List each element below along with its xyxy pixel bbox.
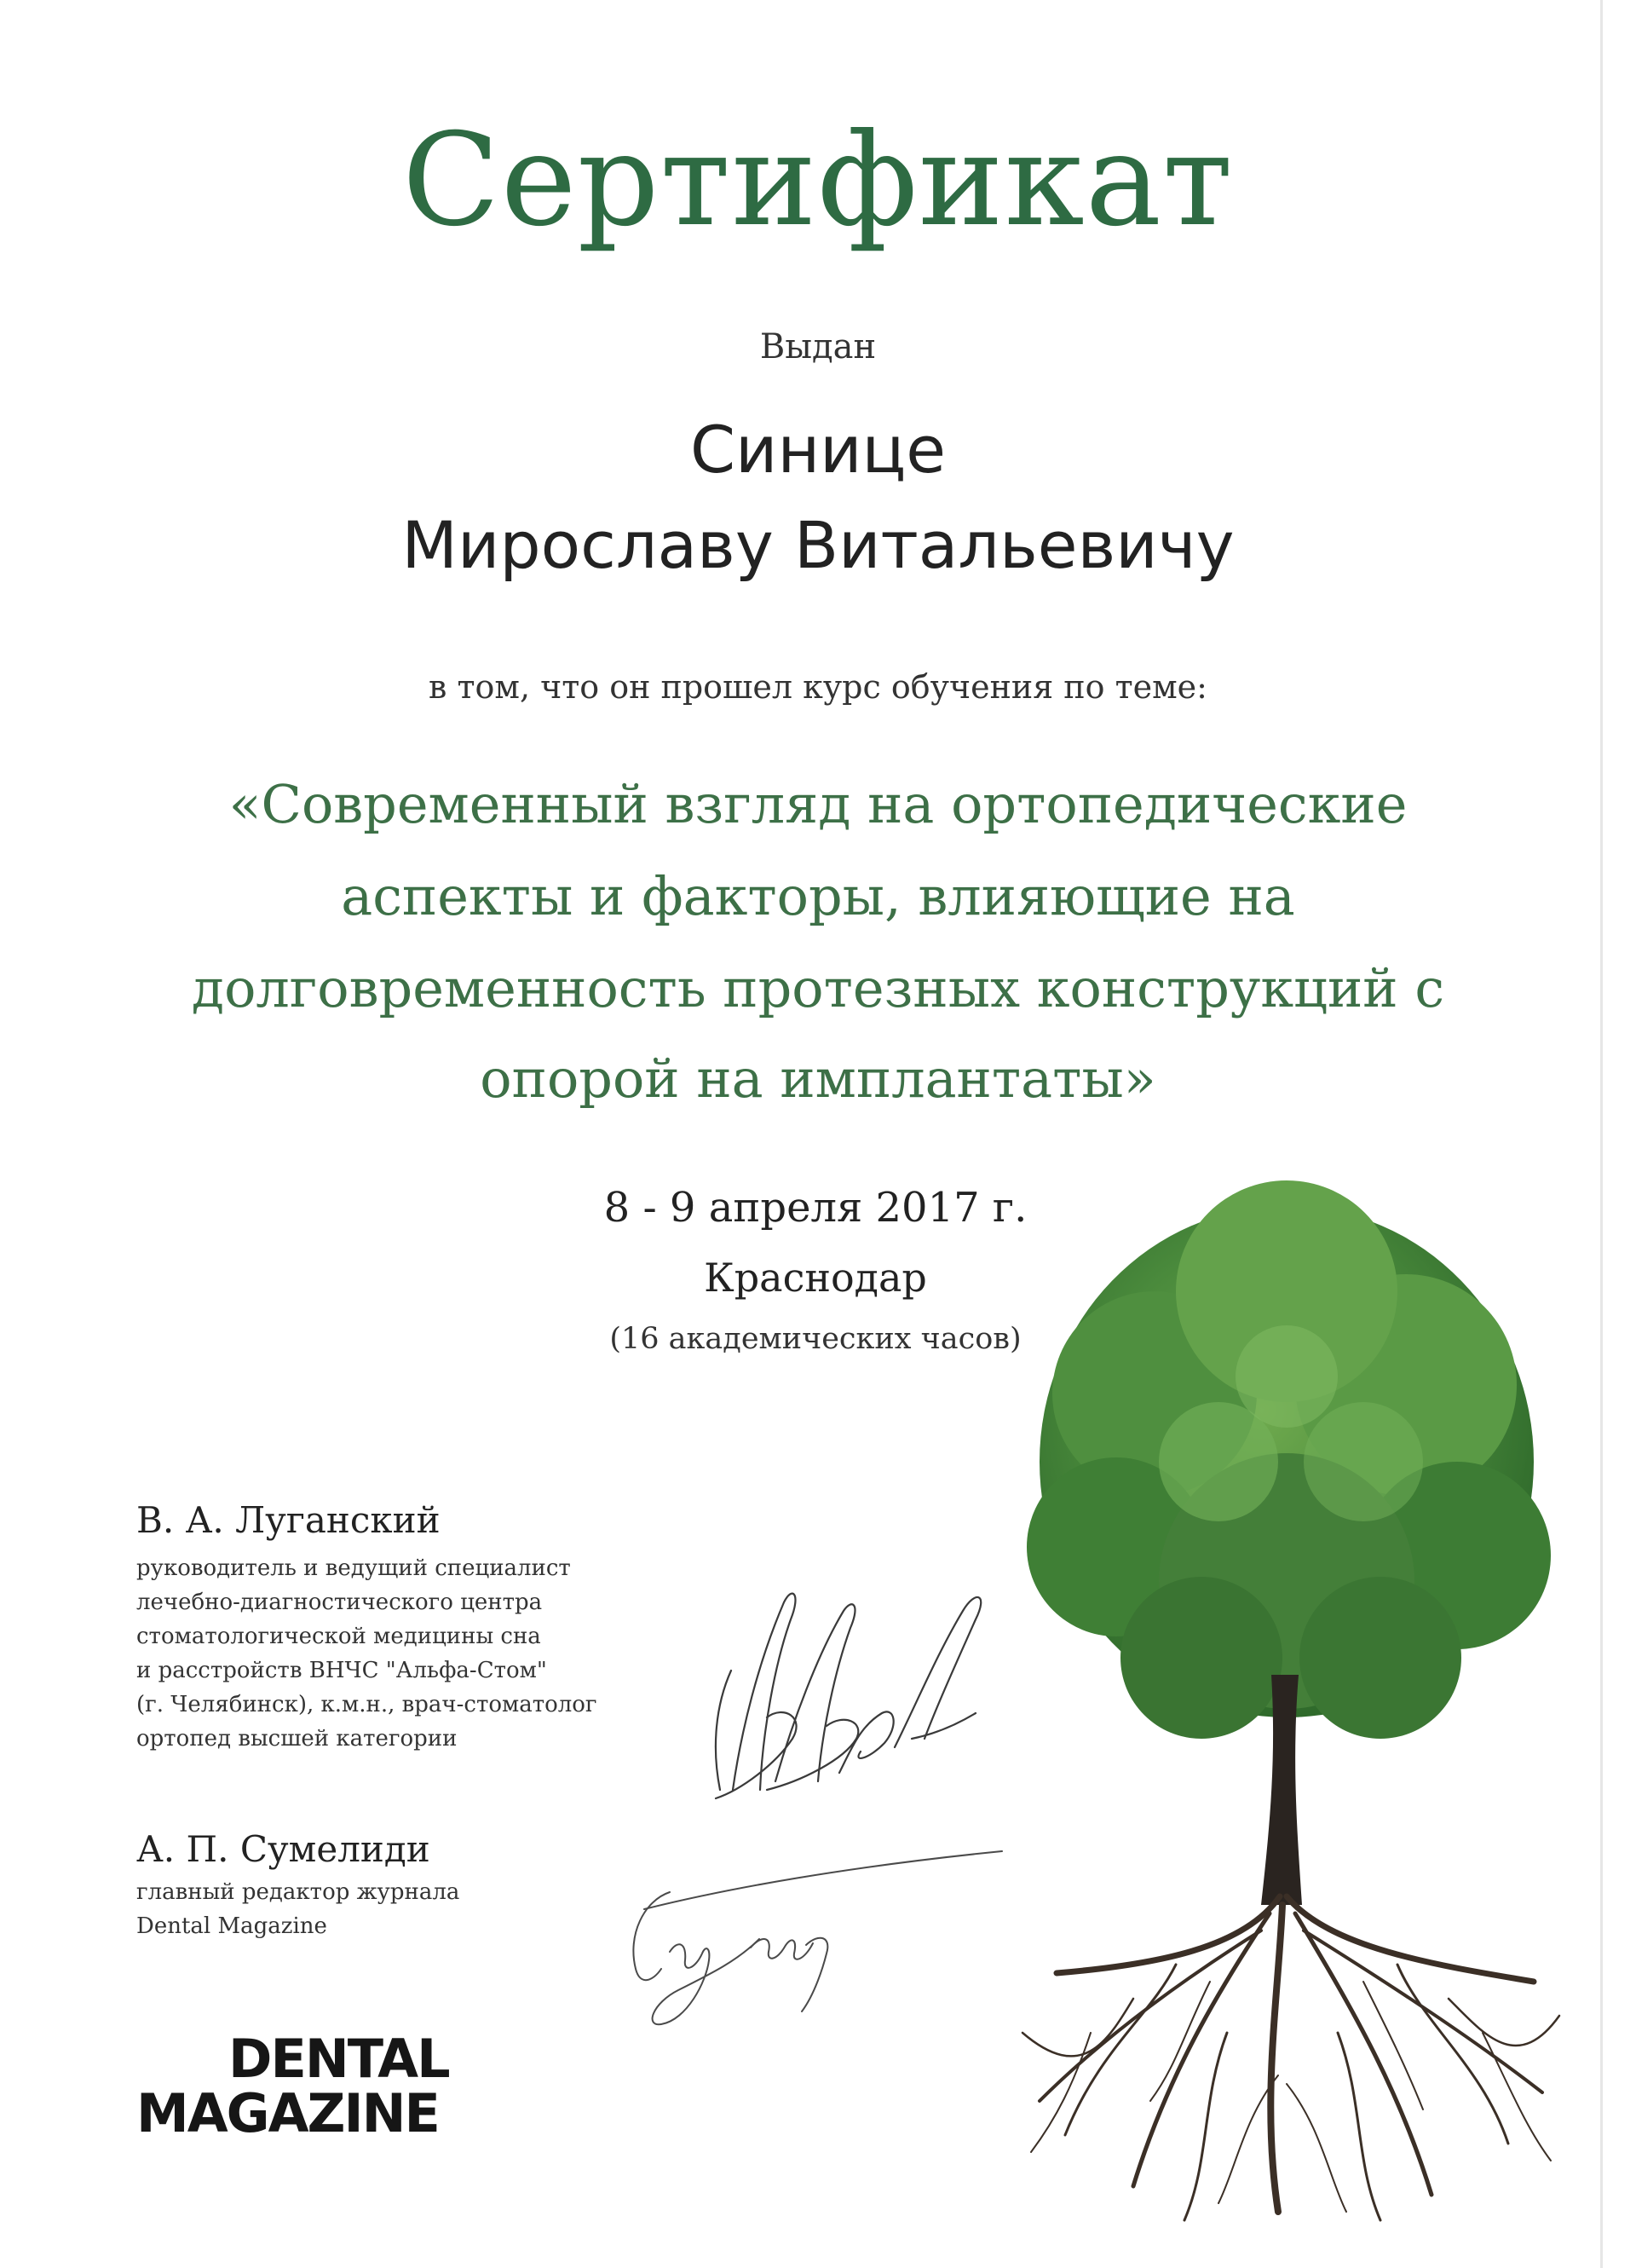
signer-name-sumelidi: А. П. Сумелиди <box>136 1828 430 1870</box>
signer-title-line: лечебно-диагностического центра <box>136 1590 543 1615</box>
signer-title-line: руководитель и ведущий специалист <box>136 1555 571 1581</box>
dental-magazine-logo <box>136 2028 449 2144</box>
recipient-given-names: Мирославу Витальевичу <box>401 507 1235 583</box>
tree-canopy <box>1027 1180 1551 1739</box>
course-hours: (16 академических часов) <box>609 1322 1022 1356</box>
signer-title-sumelidi <box>136 1875 459 1943</box>
tree-roots <box>1022 1896 1559 2220</box>
tree-illustration <box>1005 1180 1568 2229</box>
course-intro-text: в том, что он прошел курс обучения по теме: <box>429 668 1207 706</box>
logo-line-2: MAGAZINE <box>136 2082 439 2144</box>
logo-line-1: DENTAL <box>228 2028 449 2090</box>
issued-label: Выдан <box>759 327 877 366</box>
course-city: Краснодар <box>704 1255 927 1301</box>
course-topic-line: аспекты и факторы, влияющие на <box>341 865 1295 927</box>
signer-title-line: Dental Magazine <box>136 1913 327 1939</box>
signer-title-line: и расстройств ВНЧС "Альфа-Стом" <box>136 1658 547 1683</box>
signer-title-line: стоматологической медицины сна <box>136 1624 541 1649</box>
course-topic-line: долговременность протезных конструкций с <box>191 957 1445 1019</box>
course-topic-line: опорой на имплантаты» <box>480 1047 1156 1110</box>
course-topic-line: «Современный взгляд на ортопедические <box>228 773 1408 835</box>
signature-lugansky <box>682 1534 1005 1815</box>
signer-name-lugansky: В. А. Луганский <box>136 1499 441 1541</box>
recipient-surname: Синице <box>689 412 947 488</box>
certificate-title: Сертификат <box>401 107 1235 255</box>
course-date: 8 - 9 апреля 2017 г. <box>603 1184 1028 1232</box>
signer-title-line: главный редактор журнала <box>136 1879 460 1905</box>
signer-title-line: (г. Челябинск), к.м.н., врач-стоматолог <box>136 1692 597 1717</box>
signer-title-line: ортопед высшей категории <box>136 1726 458 1751</box>
signer-title-lugansky <box>136 1551 597 1756</box>
signature-sumelidi <box>610 1841 1011 2037</box>
